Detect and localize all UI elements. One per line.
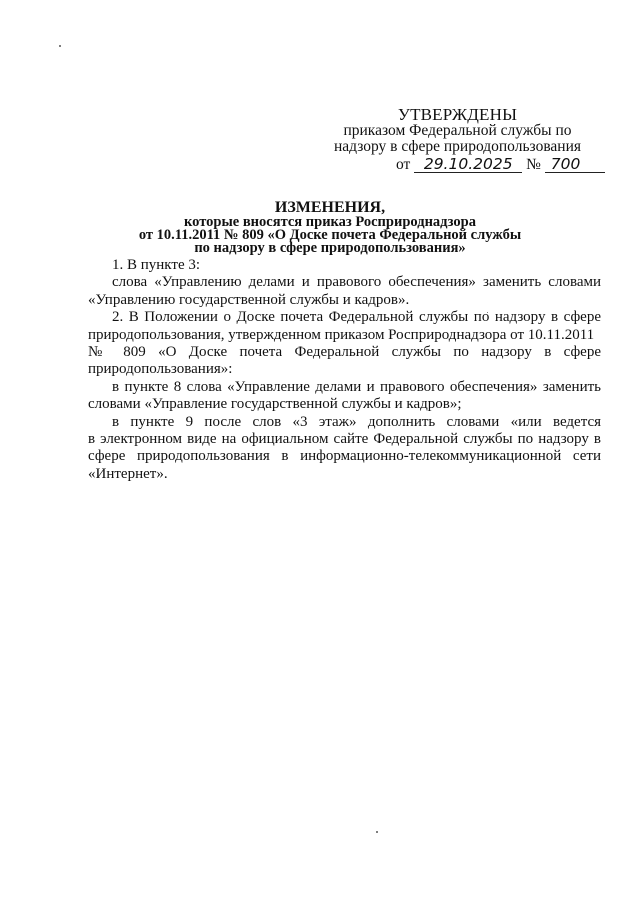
- approval-title: УТВЕРЖДЕНЫ: [397, 105, 518, 124]
- heading-line-1: которые вносятся приказ Росприроднадзора: [184, 214, 476, 230]
- approval-line-1: приказом Федеральной службы по: [343, 122, 572, 139]
- scan-speck: [376, 831, 378, 833]
- document-body: [88, 257, 601, 483]
- paragraph-point-8: в пункте 8 слова «Управление делами и правового обеспечения» заменить словами «Управление государственной службы и кадров»;: [88, 378, 601, 413]
- handwritten-date: 29.10.2025: [414, 156, 522, 173]
- heading-line-2: от 10.11.2011 № 809 «О Доске почета Федеральной службы: [138, 227, 522, 243]
- approval-line-2: надзору в сфере природопользования: [333, 138, 582, 155]
- paragraph-point-9-cont: в электронном виде на официальном сайте Федеральной службы по надзору в сфере природопользования в информационно-телекоммуникационной сети «Интернет».: [88, 431, 601, 482]
- paragraph-item-1: 1. В пункте 3:: [112, 257, 201, 273]
- paragraph-item-1-text: слова «Управлению делами и правового обеспечения» заменить словами «Управлению государственной службы и кадров».: [88, 274, 601, 308]
- date-prefix: от: [396, 156, 411, 173]
- paragraph-point-9: в пункте 9 после слов «3 этаж» дополнить словами «или ведется: [112, 413, 601, 430]
- changes-heading: [130, 200, 530, 255]
- paragraph-item-2-cont: № 809 «О Доске почета Федеральной службы по надзору в сфере: [88, 344, 601, 361]
- scan-speck: [59, 45, 61, 47]
- paragraph-item-2: 2. В Положении о Доске почета Федеральной службы по надзору в сфере природопользования, утвержденном приказом Росприроднадзора от 10.11.2011: [88, 309, 601, 343]
- paragraph-item-2-end: природопользования»:: [88, 361, 233, 378]
- approval-block: [300, 107, 615, 155]
- approval-date-line: [396, 156, 605, 174]
- number-prefix: №: [526, 156, 541, 173]
- heading-title: ИЗМЕНЕНИЯ,: [274, 199, 386, 216]
- handwritten-number: 700: [545, 156, 605, 173]
- heading-line-3: по надзору в сфере природопользования»: [194, 240, 466, 256]
